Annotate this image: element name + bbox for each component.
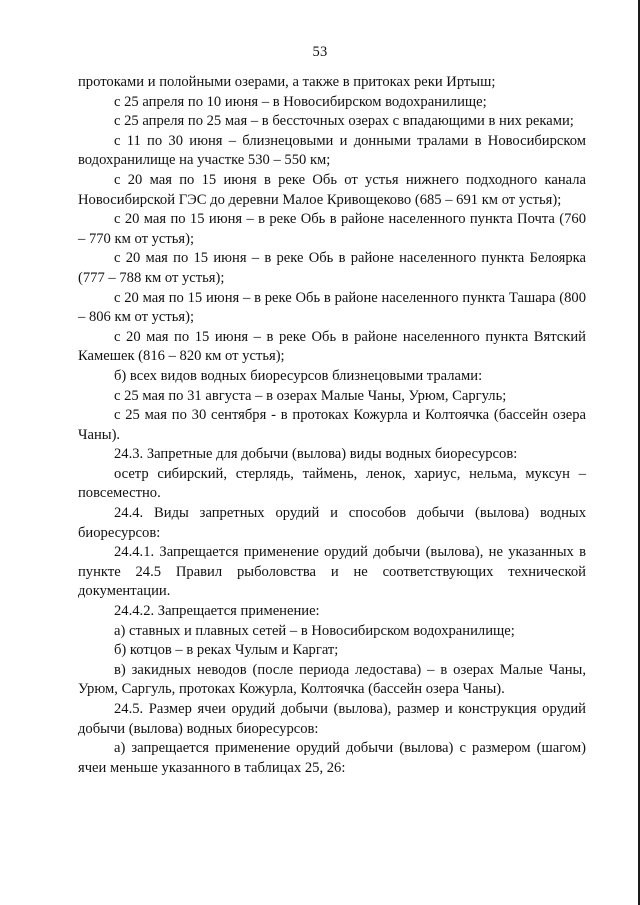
paragraph: протоками и полойными озерами, а также в притоках реки Иртыш; (78, 74, 496, 90)
paragraph: 24.4. Виды запретных орудий и способов добычи (вылова) водных биоресурсов: (78, 505, 586, 541)
paragraph: с 25 апреля по 25 мая – в бессточных озерах с впадающими в них реками; (114, 113, 574, 130)
page-number: 53 (312, 44, 328, 60)
paragraph: с 20 мая по 15 июня – в реке Обь в районе населенного пункта Ташара (800 – 806 км от устья); (78, 289, 586, 326)
paragraph: 24.3. Запретные для добычи (вылова) виды водных биоресурсов: (114, 446, 518, 463)
paragraph: с 25 мая по 30 сентября - в протоках Кожурла и Колтоячка (бассейн озера Чаны). (78, 407, 586, 443)
document-body (78, 73, 586, 778)
paragraph: в) закидных неводов (после периода ледостава) – в озерах Малые Чаны, Урюм, Саргуль, протоках Кожурла, Колтоячка (бассейн озера Чаны). (78, 661, 586, 698)
paragraph: 24.4.2. Запрещается применение: (114, 603, 320, 620)
paragraph: 24.4.1. Запрещается применение орудий добычи (вылова), не указанных в пункте 24.5 Правил рыболовства и не соответствующих технической документации. (78, 544, 586, 600)
paragraph: с 20 мая по 15 июня – в реке Обь в районе населенного пункта Белоярка (777 – 788 км от устья); (78, 250, 586, 286)
paragraph: а) запрещается применение орудий добычи (вылова) с размером (шагом) ячеи меньше указанного в таблицах 25, 26: (78, 740, 586, 776)
paragraph: с 20 мая по 15 июня – в реке Обь в районе населенного пункта Вятский Камешек (816 – 820 км от устья); (78, 328, 586, 365)
paragraph: б) котцов – в реках Чулым и Каргат; (114, 642, 339, 659)
paragraph: с 20 мая по 15 июня – в реке Обь в районе населенного пункта Почта (760 – 770 км от устья); (78, 211, 586, 247)
paragraph: с 25 апреля по 10 июня – в Новосибирском водохранилище; (114, 93, 487, 110)
paragraph: с 20 мая по 15 июня в реке Обь от устья нижнего подходного канала Новосибирской ГЭС до деревни Малое Кривощеково (685 – 691 км от устья); (78, 171, 586, 208)
paragraph: с 25 мая по 31 августа – в озерах Малые Чаны, Урюм, Саргуль; (114, 387, 507, 404)
paragraph: а) ставных и плавных сетей – в Новосибирском водохранилище; (114, 622, 515, 639)
paragraph: 24.5. Размер ячеи орудий добычи (вылова), размер и конструкция орудий добычи (вылова) водных биоресурсов: (78, 701, 586, 737)
paragraph: осетр сибирский, стерлядь, таймень, ленок, хариус, нельма, муксун – повсеместно. (78, 465, 586, 502)
paragraph: с 11 по 30 июня – близнецовыми и донными тралами в Новосибирском водохранилище на участке 530 – 550 км; (78, 132, 586, 169)
paragraph: б) всех видов водных биоресурсов близнецовыми тралами: (114, 367, 483, 384)
